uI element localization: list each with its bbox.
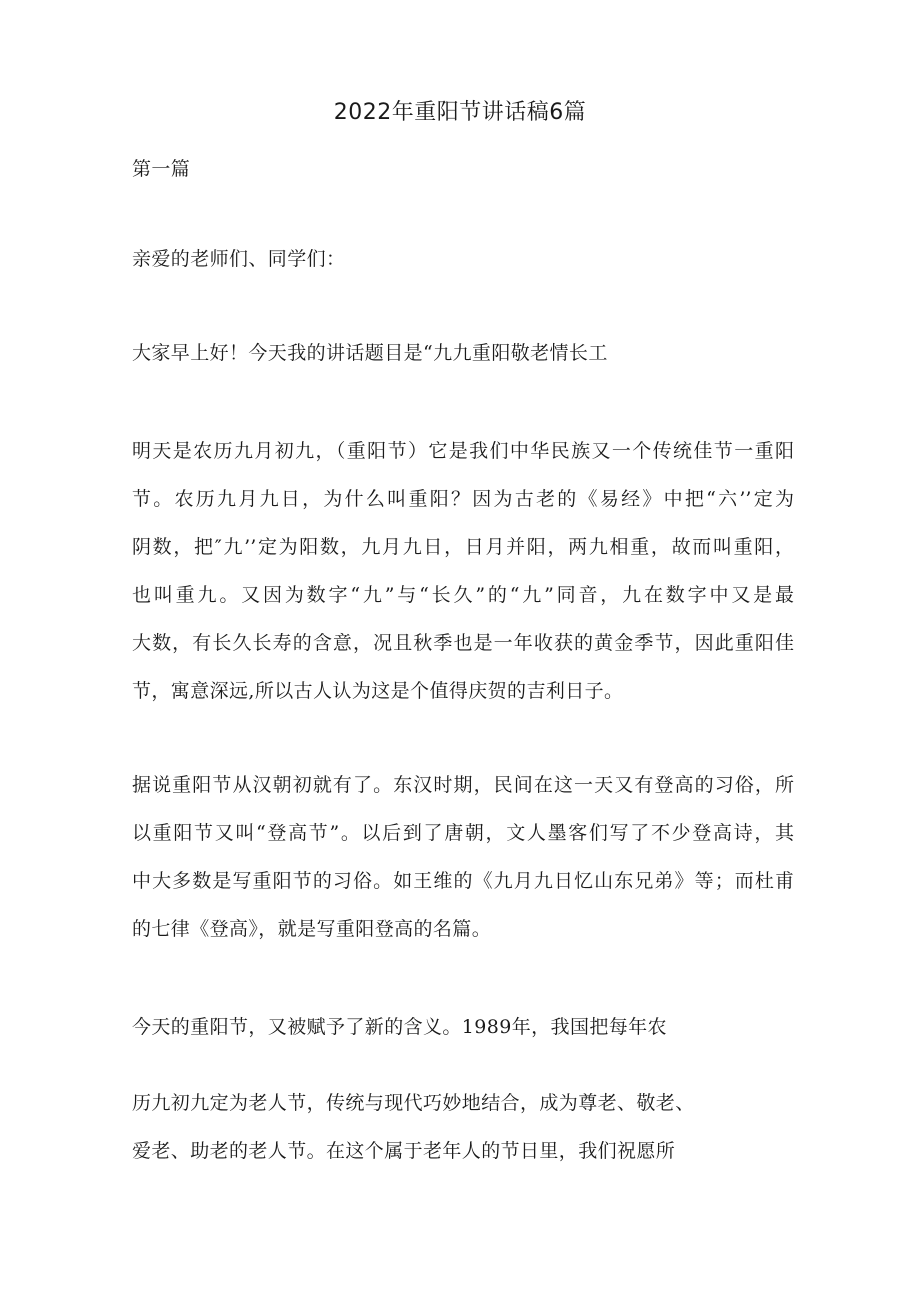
paragraph-line: 也叫重九。又因为数字“九”与“长久”的“九”同音，九在数字中又是最 (132, 584, 794, 606)
paragraph-line: 据说重阳节从汉朝初就有了。东汉时期，民间在这一天又有登高的习俗，所 (132, 774, 794, 796)
paragraph-line: 以重阳节又叫“登高节”。以后到了唐朝，文人墨客们写了不少登高诗，其 (132, 822, 794, 844)
section-heading: 第一篇 (132, 158, 191, 180)
paragraph-line: 中大多数是写重阳节的习俗。如王维的《九月九日忆山东兄弟》等；而杜甫 (132, 870, 794, 892)
paragraph-line: 大数，有长久长寿的含意，况且秋季也是一年收获的黄金季节，因此重阳佳 (132, 632, 794, 654)
paragraph-line: 节，寓意深远,所以古人认为这是个值得庆贺的吉利日子。 (132, 680, 624, 702)
paragraph-line: 明天是农历九月初九，（重阳节）它是我们中华民族又一个传统佳节一重阳 (132, 440, 794, 462)
greeting-line: 大家早上好！今天我的讲话题目是“九九重阳敬老情长工 (132, 342, 608, 364)
paragraph-line: 历九初九定为老人节，传统与现代巧妙地结合，成为尊老、敬老、 (132, 1092, 695, 1114)
paragraph-line: 的七律《登高》，就是写重阳登高的名篇。 (132, 918, 492, 940)
paragraph-line: 爱老、助老的老人节。在这个属于老年人的节日里，我们祝愿所 (132, 1140, 676, 1162)
document-title: 2022年重阳节讲话稿6篇 (333, 100, 587, 125)
paragraph-line: 今天的重阳节，又被赋予了新的含义。1989年，我国把每年农 (132, 1016, 667, 1038)
salutation: 亲爱的老师们、同学们： (132, 248, 346, 270)
paragraph-line: 节。农历九月九日，为什么叫重阳？因为古老的《易经》中把“六’’定为 (132, 488, 794, 510)
paragraph-line: 阴数，把″九’’定为阳数，九月九日，日月并阳，两九相重，故而叫重阳， (132, 536, 794, 558)
